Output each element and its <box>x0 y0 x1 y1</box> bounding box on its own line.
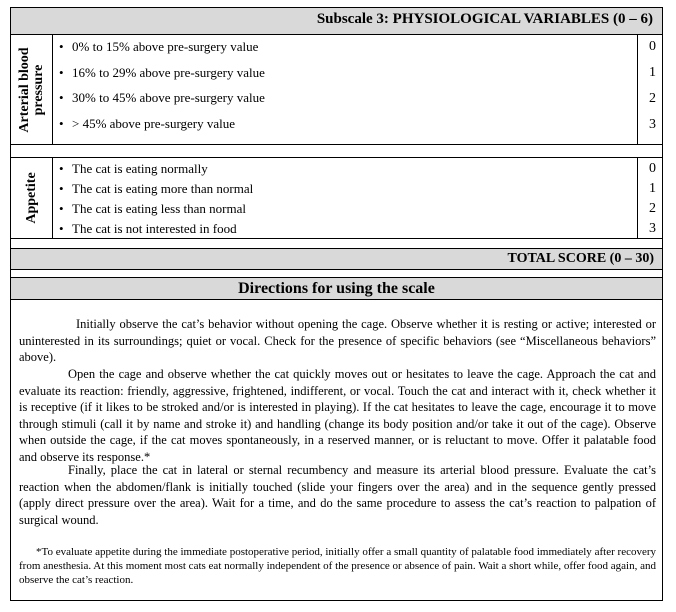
bullet-icon: • <box>59 39 64 54</box>
total-score-row: TOTAL SCORE (0 – 30) <box>11 249 662 270</box>
appetite-section <box>11 158 662 239</box>
directions-paragraph-2: Open the cage and observe whether the cat quickly moves out or hesitates to leave the cage. Approach the cat and evaluate its reaction: friendly, aggressive, frightened, indifferent, or vocal. Touch the cat and interact with it, check whether it is receptive (if it likes to be stroked and/or is interested in playing). If the cat hesitates to leave the cage, encourage it to move through stimuli (call it by name and stroke it) and handling (change its body position and/or take it out of the cage). Observe when outside the cage, if the cat moves spontaneously, in a reserved manner, or is reluctant to move. Offer it palatable food and observe its response.* <box>19 367 656 464</box>
section-spacer <box>11 239 662 249</box>
appetite-footnote: *To evaluate appetite during the immediate postoperative period, initially offer a small quantity of palatable food immediately after recovery from anesthesia. At this moment most cats eat normally independent of the presence or absence of pain. Wait a short while, offer food again, and observe the cat’s reaction. <box>19 546 656 586</box>
list-item: • 16% to 29% above pre-surgery value <box>59 65 265 80</box>
score-value: 2 <box>649 201 656 216</box>
list-item: • 30% to 45% above pre-surgery value <box>59 90 265 105</box>
directions-title: Directions for using the scale <box>11 278 662 300</box>
list-item: • The cat is not interested in food <box>59 221 237 236</box>
list-item: • 0% to 15% above pre-surgery value <box>59 39 259 54</box>
list-item: • The cat is eating more than normal <box>59 181 254 196</box>
score-value: 2 <box>649 91 656 106</box>
list-item: • The cat is eating normally <box>59 161 208 176</box>
score-value: 1 <box>649 181 656 196</box>
directions-paragraph-3: Finally, place the cat in lateral or sternal recumbency and measure its arterial blood pressure. Evaluate the cat’s reaction when the abdomen/flank is initially touched (slide your fingers over the area) and in the sequence gently pressed (apply direct pressure over the area). Wait for a time, and do the same procedure to assess the cat’s reaction to palpation of surgical wound. <box>19 463 656 527</box>
appetite-label-cell <box>11 158 53 238</box>
score-value: 3 <box>649 117 656 132</box>
list-item: • The cat is eating less than normal <box>59 201 247 216</box>
score-value: 1 <box>649 65 656 80</box>
section-spacer <box>11 145 662 158</box>
score-value: 3 <box>649 221 656 236</box>
bullet-icon: • <box>59 161 64 176</box>
bullet-icon: • <box>59 65 64 80</box>
bullet-icon: • <box>59 201 64 216</box>
score-value: 0 <box>649 161 656 176</box>
bullet-icon: • <box>59 221 64 236</box>
subscale-header: Subscale 3: PHYSIOLOGICAL VARIABLES (0 – 6) <box>11 8 662 35</box>
blood-pressure-label: Arterial blood pressure <box>16 46 46 133</box>
bullet-icon: • <box>59 116 64 131</box>
section-spacer <box>11 270 662 278</box>
score-value: 0 <box>649 39 656 54</box>
list-item: • > 45% above pre-surgery value <box>59 116 236 131</box>
appetite-label: Appetite <box>23 172 39 224</box>
bullet-icon: • <box>59 181 64 196</box>
directions-paragraph-1: Initially observe the cat’s behavior without opening the cage. Observe whether it is resting or active; interested or uninterested in its surroundings; quiet or vocal. Check for the presence of specific behaviors (see “Miscellaneous behaviors” above). <box>19 317 656 364</box>
blood-pressure-section <box>11 35 662 145</box>
blood-pressure-label-cell <box>11 35 53 144</box>
bullet-icon: • <box>59 90 64 105</box>
